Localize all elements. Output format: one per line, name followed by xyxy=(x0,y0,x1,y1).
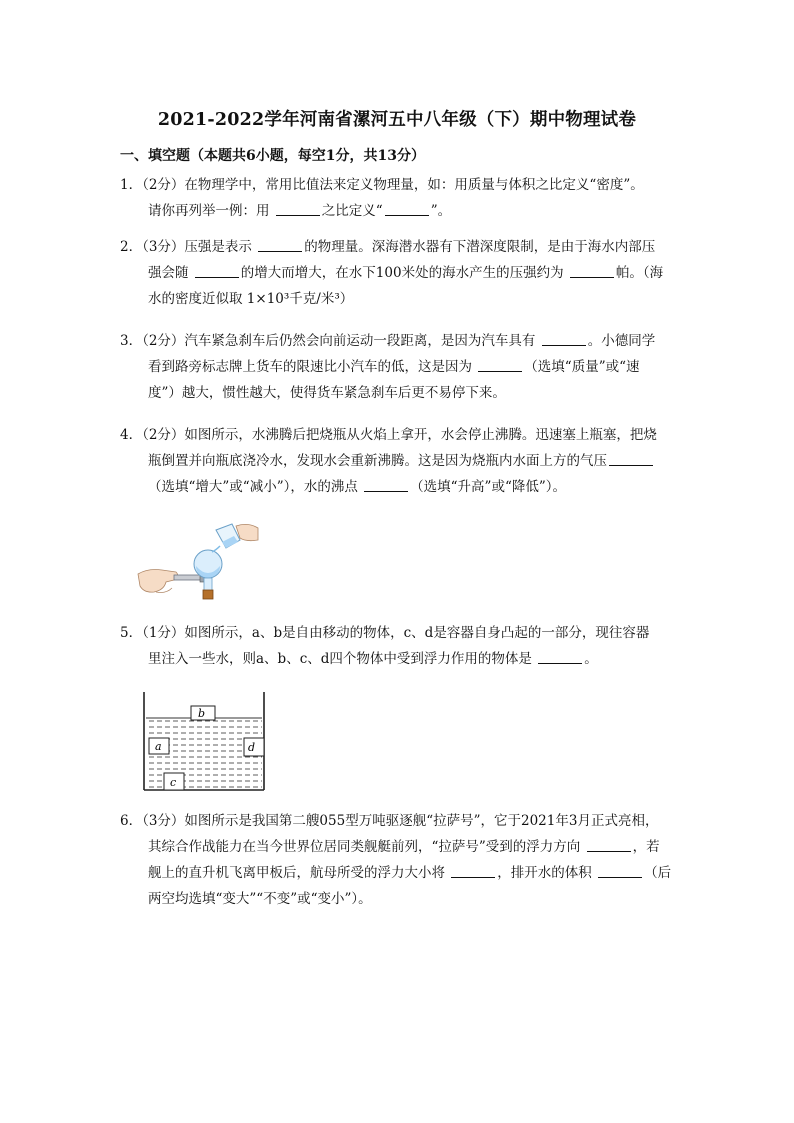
answer-blank[interactable] xyxy=(258,237,302,252)
label-c: c xyxy=(170,776,177,789)
question-5-line-1: 5．（1分）如图所示，a、b是自由移动的物体，c、d是容器自身凸起的一部分，现往容器 xyxy=(120,625,650,641)
label-a: a xyxy=(155,740,162,753)
answer-blank[interactable] xyxy=(570,263,614,278)
question-3 xyxy=(120,328,680,406)
answer-blank[interactable] xyxy=(598,863,642,878)
question-2-line-3: 水的密度近似取 1×10³千克/米³） xyxy=(148,291,354,307)
question-2 xyxy=(120,234,680,312)
question-6-line-4: 两空均选填“变大”“不变”或“变小”）。 xyxy=(148,891,372,907)
question-5-line-2: 里注入一些水，则a、b、c、d四个物体中受到浮力作用的物体是 。 xyxy=(148,651,598,667)
question-1-line-1: 1．（2分）在物理学中，常用比值法来定义物理量，如：用质量与体积之比定义“密度”。 xyxy=(120,177,644,193)
question-2-line-1: 2．（3分）压强是表示 的物理量。深海潜水器有下潜深度限制，是由于海水内部压 xyxy=(120,239,656,255)
answer-blank[interactable] xyxy=(542,331,586,346)
question-6 xyxy=(120,808,680,912)
label-b: b xyxy=(198,707,206,720)
answer-blank[interactable] xyxy=(609,451,653,466)
label-d: d xyxy=(248,741,256,754)
question-2-line-2: 强会随 的增大而增大，在水下100米处的海水产生的压强约为 帕。（海 xyxy=(148,265,664,281)
answer-blank[interactable] xyxy=(385,201,429,216)
question-4-line-2: 瓶倒置并向瓶底浇冷水，发现水会重新沸腾。这是因为烧瓶内水面上方的气压 xyxy=(120,448,680,474)
question-3-line-2: 看到路旁标志牌上货车的限速比小汽车的低，这是因为 （选填“质量”或“速 xyxy=(148,359,640,375)
answer-blank[interactable] xyxy=(478,357,522,372)
question-4 xyxy=(120,422,680,500)
question-3-line-1: 3．（2分）汽车紧急刹车后仍然会向前运动一段距离，是因为汽车具有 。小德同学 xyxy=(120,333,656,349)
answer-blank[interactable] xyxy=(276,201,320,216)
page-title: 2021-2022学年河南省漯河五中八年级（下）期中物理试卷 xyxy=(157,110,637,130)
question-4-line-3: （选填“增大”或“减小”），水的沸点 （选填“升高”或“降低”）。 xyxy=(148,479,567,495)
container-figure xyxy=(140,688,270,798)
answer-blank[interactable] xyxy=(538,649,582,664)
question-5 xyxy=(120,620,680,672)
question-6-line-3: 舰上的直升机飞离甲板后，航母所受的浮力大小将 ，排开水的体积 （后 xyxy=(148,865,672,881)
answer-blank[interactable] xyxy=(451,863,495,878)
flask-figure xyxy=(136,520,261,614)
question-1-line-2: 请你再列举一例：用 之比定义“ ”。 xyxy=(148,203,452,219)
question-3-line-3: 度”）越大，惯性越大，使得货车紧急刹车后更不易停下来。 xyxy=(148,385,506,401)
question-6-line-2: 其综合作战能力在当今世界位居同类舰艇前列，“拉萨号”受到的浮力方向 ，若 xyxy=(148,839,660,855)
question-4-line-1: 4．（2分）如图所示，水沸腾后把烧瓶从火焰上拿开，水会停止沸腾。迅速塞上瓶塞，把烧 xyxy=(120,427,657,443)
answer-blank[interactable] xyxy=(195,263,239,278)
answer-blank[interactable] xyxy=(364,477,408,492)
section-heading: 一、填空题（本题共6小题，每空1分，共13分） xyxy=(120,148,425,164)
question-1 xyxy=(120,172,680,224)
question-6-line-1: 6．（3分）如图所示是我国第二艘055型万吨驱逐舰“拉萨号”，它于2021年3月正式亮相， xyxy=(120,813,659,829)
answer-blank[interactable] xyxy=(587,837,631,852)
